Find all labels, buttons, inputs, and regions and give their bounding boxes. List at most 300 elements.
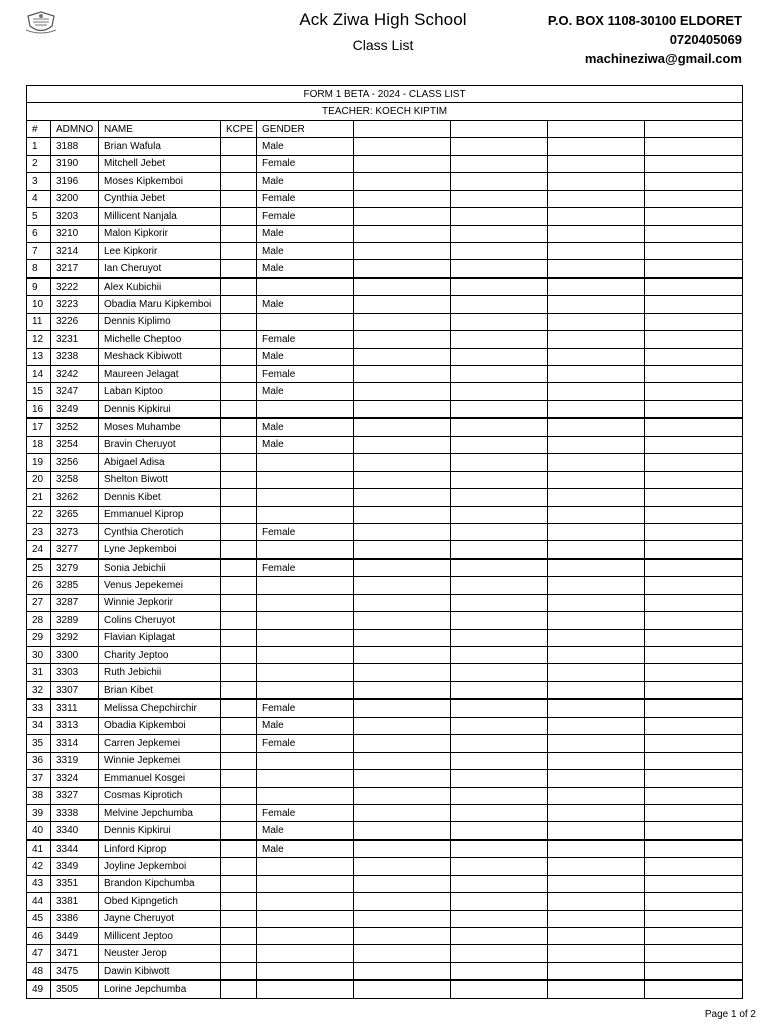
gender: Male (257, 242, 354, 259)
blank-cell (451, 752, 548, 769)
table-row (27, 138, 743, 155)
admission-number: 3262 (51, 489, 99, 506)
student-name: Dennis Kibet (99, 489, 221, 506)
gender: Female (257, 523, 354, 540)
table-row (27, 331, 743, 348)
blank-cell (354, 506, 451, 523)
blank-cell (451, 418, 548, 436)
blank-cell (451, 400, 548, 418)
kcpe-score (221, 155, 257, 172)
blank-cell (645, 489, 743, 506)
admission-number: 3287 (51, 594, 99, 611)
gender (257, 962, 354, 980)
student-name: Michelle Cheptoo (99, 331, 221, 348)
kcpe-score (221, 928, 257, 945)
admission-number: 3314 (51, 735, 99, 752)
admission-number: 3238 (51, 348, 99, 365)
student-name: Ian Cheruyot (99, 260, 221, 278)
admission-number: 3285 (51, 577, 99, 594)
row-number: 24 (27, 541, 51, 559)
blank-cell (548, 577, 645, 594)
blank-column-header (645, 120, 743, 137)
blank-cell (548, 296, 645, 313)
blank-cell (645, 681, 743, 699)
blank-cell (354, 559, 451, 577)
blank-cell (548, 681, 645, 699)
student-name: Maureen Jelagat (99, 366, 221, 383)
kcpe-score (221, 208, 257, 225)
gender: Female (257, 804, 354, 821)
gender: Male (257, 383, 354, 400)
blank-cell (645, 647, 743, 664)
blank-cell (548, 559, 645, 577)
table-row (27, 454, 743, 471)
gender (257, 489, 354, 506)
admission-number: 3258 (51, 471, 99, 488)
row-number: 21 (27, 489, 51, 506)
table-row (27, 296, 743, 313)
row-number: 15 (27, 383, 51, 400)
header-row (27, 120, 743, 137)
student-name: Lee Kipkorir (99, 242, 221, 259)
gender (257, 681, 354, 699)
blank-cell (645, 858, 743, 875)
blank-cell (548, 717, 645, 734)
admission-number: 3277 (51, 541, 99, 559)
row-number: 17 (27, 418, 51, 436)
table-row (27, 717, 743, 734)
kcpe-score (221, 454, 257, 471)
admission-number: 3449 (51, 928, 99, 945)
student-name: Venus Jepekemei (99, 577, 221, 594)
student-name: Charity Jeptoo (99, 647, 221, 664)
blank-cell (354, 436, 451, 453)
admission-number: 3351 (51, 875, 99, 892)
blank-cell (548, 910, 645, 927)
table-row (27, 629, 743, 646)
kcpe-score (221, 822, 257, 840)
blank-cell (451, 629, 548, 646)
blank-cell (645, 173, 743, 190)
admission-number: 3319 (51, 752, 99, 769)
admission-number: 3327 (51, 787, 99, 804)
blank-cell (354, 471, 451, 488)
gender: Male (257, 225, 354, 242)
kcpe-score (221, 612, 257, 629)
row-number: 16 (27, 400, 51, 418)
kcpe-score (221, 559, 257, 577)
admission-number: 3242 (51, 366, 99, 383)
gender (257, 787, 354, 804)
blank-cell (451, 822, 548, 840)
gender: Female (257, 190, 354, 207)
column-header: ADMNO (51, 120, 99, 137)
blank-cell (548, 331, 645, 348)
kcpe-score (221, 523, 257, 540)
blank-cell (451, 840, 548, 858)
row-number: 31 (27, 664, 51, 681)
blank-cell (645, 664, 743, 681)
kcpe-score (221, 945, 257, 962)
kcpe-score (221, 875, 257, 892)
admission-number: 3217 (51, 260, 99, 278)
teacher-name: TEACHER: KOECH KIPTIM (27, 103, 743, 120)
blank-cell (548, 260, 645, 278)
blank-cell (548, 962, 645, 980)
student-name: Neuster Jerop (99, 945, 221, 962)
student-name: Linford Kiprop (99, 840, 221, 858)
blank-cell (548, 893, 645, 910)
kcpe-score (221, 577, 257, 594)
gender (257, 506, 354, 523)
gender (257, 858, 354, 875)
student-name: Obadia Kipkemboi (99, 717, 221, 734)
table-row (27, 893, 743, 910)
blank-cell (548, 629, 645, 646)
admission-number: 3313 (51, 717, 99, 734)
table-row (27, 612, 743, 629)
blank-cell (451, 190, 548, 207)
admission-number: 3200 (51, 190, 99, 207)
blank-cell (354, 980, 451, 998)
student-name: Obadia Maru Kipkemboi (99, 296, 221, 313)
student-name: Lyne Jepkemboi (99, 541, 221, 559)
row-number: 22 (27, 506, 51, 523)
kcpe-score (221, 225, 257, 242)
blank-cell (354, 735, 451, 752)
row-number: 40 (27, 822, 51, 840)
table-row (27, 366, 743, 383)
column-header: # (27, 120, 51, 137)
student-name: Brandon Kipchumba (99, 875, 221, 892)
blank-cell (451, 559, 548, 577)
blank-cell (645, 787, 743, 804)
row-number: 45 (27, 910, 51, 927)
blank-cell (354, 928, 451, 945)
student-name: Flavian Kiplagat (99, 629, 221, 646)
gender (257, 400, 354, 418)
blank-cell (451, 331, 548, 348)
kcpe-score (221, 840, 257, 858)
blank-cell (645, 717, 743, 734)
phone: 0720405069 (669, 32, 742, 47)
row-number: 42 (27, 858, 51, 875)
blank-cell (548, 752, 645, 769)
blank-cell (548, 348, 645, 365)
student-name: Laban Kiptoo (99, 383, 221, 400)
row-number: 36 (27, 752, 51, 769)
gender: Male (257, 173, 354, 190)
kcpe-score (221, 647, 257, 664)
kcpe-score (221, 770, 257, 787)
table-row (27, 190, 743, 207)
student-name: Dennis Kipkirui (99, 400, 221, 418)
table-row (27, 313, 743, 330)
gender: Female (257, 208, 354, 225)
page-number: Page 1 of 2 (704, 1009, 756, 1020)
table-row (27, 260, 743, 278)
admission-number: 3265 (51, 506, 99, 523)
blank-cell (354, 366, 451, 383)
gender (257, 647, 354, 664)
table-title: FORM 1 BETA - 2024 - CLASS LIST (27, 86, 743, 103)
admission-number: 3303 (51, 664, 99, 681)
row-number: 2 (27, 155, 51, 172)
column-header: GENDER (257, 120, 354, 137)
kcpe-score (221, 296, 257, 313)
student-name: Emmanuel Kiprop (99, 506, 221, 523)
admission-number: 3381 (51, 893, 99, 910)
kcpe-score (221, 506, 257, 523)
blank-cell (548, 594, 645, 611)
gender: Female (257, 366, 354, 383)
gender: Male (257, 138, 354, 155)
blank-cell (354, 804, 451, 821)
table-row (27, 541, 743, 559)
gender (257, 541, 354, 559)
blank-cell (451, 296, 548, 313)
blank-cell (645, 559, 743, 577)
blank-cell (548, 822, 645, 840)
student-name: Jayne Cheruyot (99, 910, 221, 927)
admission-number: 3196 (51, 173, 99, 190)
blank-cell (451, 454, 548, 471)
blank-cell (548, 383, 645, 400)
kcpe-score (221, 173, 257, 190)
row-number: 29 (27, 629, 51, 646)
row-number: 7 (27, 242, 51, 259)
student-name: Winnie Jepkorir (99, 594, 221, 611)
blank-cell (354, 242, 451, 259)
blank-cell (354, 717, 451, 734)
student-name: Winnie Jepkemei (99, 752, 221, 769)
blank-cell (645, 313, 743, 330)
row-number: 39 (27, 804, 51, 821)
blank-cell (354, 770, 451, 787)
table-row (27, 928, 743, 945)
kcpe-score (221, 400, 257, 418)
gender (257, 278, 354, 296)
student-name: Abigael Adisa (99, 454, 221, 471)
gender: Male (257, 418, 354, 436)
student-name: Moses Kipkemboi (99, 173, 221, 190)
blank-cell (645, 436, 743, 453)
table-row (27, 647, 743, 664)
admission-number: 3471 (51, 945, 99, 962)
student-name: Dennis Kipkirui (99, 822, 221, 840)
blank-cell (548, 980, 645, 998)
row-number: 1 (27, 138, 51, 155)
blank-cell (645, 138, 743, 155)
student-name: Bravin Cheruyot (99, 436, 221, 453)
blank-cell (354, 787, 451, 804)
table-row (27, 664, 743, 681)
blank-cell (451, 875, 548, 892)
kcpe-score (221, 313, 257, 330)
row-number: 9 (27, 278, 51, 296)
student-name: Cynthia Cherotich (99, 523, 221, 540)
row-number: 14 (27, 366, 51, 383)
blank-cell (354, 190, 451, 207)
blank-cell (354, 893, 451, 910)
blank-cell (451, 664, 548, 681)
kcpe-score (221, 735, 257, 752)
blank-cell (645, 910, 743, 927)
student-name: Melissa Chepchirchir (99, 699, 221, 717)
table-row (27, 348, 743, 365)
row-number: 34 (27, 717, 51, 734)
gender: Female (257, 699, 354, 717)
gender (257, 313, 354, 330)
blank-cell (645, 260, 743, 278)
blank-cell (645, 190, 743, 207)
blank-cell (548, 489, 645, 506)
blank-cell (354, 208, 451, 225)
blank-cell (645, 506, 743, 523)
student-name: Sonia Jebichii (99, 559, 221, 577)
student-name: Dennis Kiplimo (99, 313, 221, 330)
table-row (27, 173, 743, 190)
blank-cell (548, 945, 645, 962)
table-row (27, 910, 743, 927)
table-row (27, 962, 743, 980)
student-name: Carren Jepkemei (99, 735, 221, 752)
table-row (27, 875, 743, 892)
blank-cell (548, 612, 645, 629)
blank-cell (354, 278, 451, 296)
blank-cell (354, 858, 451, 875)
blank-cell (451, 313, 548, 330)
admission-number: 3338 (51, 804, 99, 821)
admission-number: 3203 (51, 208, 99, 225)
blank-cell (354, 910, 451, 927)
table-row (27, 858, 743, 875)
table-row (27, 400, 743, 418)
blank-cell (645, 348, 743, 365)
blank-cell (548, 242, 645, 259)
blank-cell (354, 454, 451, 471)
student-name: Mitchell Jebet (99, 155, 221, 172)
blank-cell (645, 225, 743, 242)
blank-cell (645, 454, 743, 471)
blank-cell (548, 471, 645, 488)
blank-cell (354, 647, 451, 664)
gender: Male (257, 822, 354, 840)
gender: Female (257, 155, 354, 172)
kcpe-score (221, 436, 257, 453)
blank-cell (548, 155, 645, 172)
admission-number: 3231 (51, 331, 99, 348)
student-name: Millicent Jeptoo (99, 928, 221, 945)
row-number: 18 (27, 436, 51, 453)
table-row (27, 242, 743, 259)
kcpe-score (221, 858, 257, 875)
blank-column-header (548, 120, 645, 137)
blank-cell (645, 752, 743, 769)
blank-cell (645, 242, 743, 259)
gender (257, 454, 354, 471)
blank-cell (354, 664, 451, 681)
blank-cell (548, 225, 645, 242)
blank-cell (548, 366, 645, 383)
blank-cell (354, 612, 451, 629)
kcpe-score (221, 717, 257, 734)
row-number: 46 (27, 928, 51, 945)
blank-cell (354, 822, 451, 840)
gender: Female (257, 331, 354, 348)
blank-cell (645, 278, 743, 296)
blank-cell (451, 155, 548, 172)
blank-cell (451, 208, 548, 225)
blank-cell (548, 436, 645, 453)
kcpe-score (221, 138, 257, 155)
kcpe-score (221, 418, 257, 436)
blank-cell (451, 945, 548, 962)
blank-cell (451, 471, 548, 488)
blank-cell (451, 541, 548, 559)
blank-cell (645, 770, 743, 787)
student-name: Meshack Kibiwott (99, 348, 221, 365)
student-name: Alex Kubichii (99, 278, 221, 296)
blank-cell (548, 664, 645, 681)
kcpe-score (221, 681, 257, 699)
blank-cell (548, 647, 645, 664)
blank-cell (645, 699, 743, 717)
blank-cell (548, 208, 645, 225)
gender: Male (257, 296, 354, 313)
table-row (27, 804, 743, 821)
blank-cell (548, 418, 645, 436)
blank-cell (451, 980, 548, 998)
blank-cell (645, 980, 743, 998)
document-title: Class List (352, 37, 414, 53)
column-header: KCPE (221, 120, 257, 137)
blank-column-header (451, 120, 548, 137)
blank-cell (645, 629, 743, 646)
table-row (27, 770, 743, 787)
kcpe-score (221, 980, 257, 998)
admission-number: 3349 (51, 858, 99, 875)
blank-cell (451, 173, 548, 190)
gender (257, 594, 354, 611)
gender: Male (257, 840, 354, 858)
table-row (27, 436, 743, 453)
kcpe-score (221, 893, 257, 910)
gender: Female (257, 559, 354, 577)
table-row (27, 945, 743, 962)
blank-cell (354, 418, 451, 436)
blank-cell (354, 313, 451, 330)
admission-number: 3386 (51, 910, 99, 927)
blank-cell (645, 928, 743, 945)
gender (257, 664, 354, 681)
row-number: 44 (27, 893, 51, 910)
table-row (27, 418, 743, 436)
blank-cell (451, 506, 548, 523)
blank-cell (645, 945, 743, 962)
kcpe-score (221, 383, 257, 400)
student-name: Colins Cheruyot (99, 612, 221, 629)
blank-cell (645, 471, 743, 488)
admission-number: 3252 (51, 418, 99, 436)
blank-cell (451, 717, 548, 734)
kcpe-score (221, 962, 257, 980)
kcpe-score (221, 278, 257, 296)
table-row (27, 577, 743, 594)
blank-cell (354, 225, 451, 242)
row-number: 30 (27, 647, 51, 664)
gender (257, 980, 354, 998)
